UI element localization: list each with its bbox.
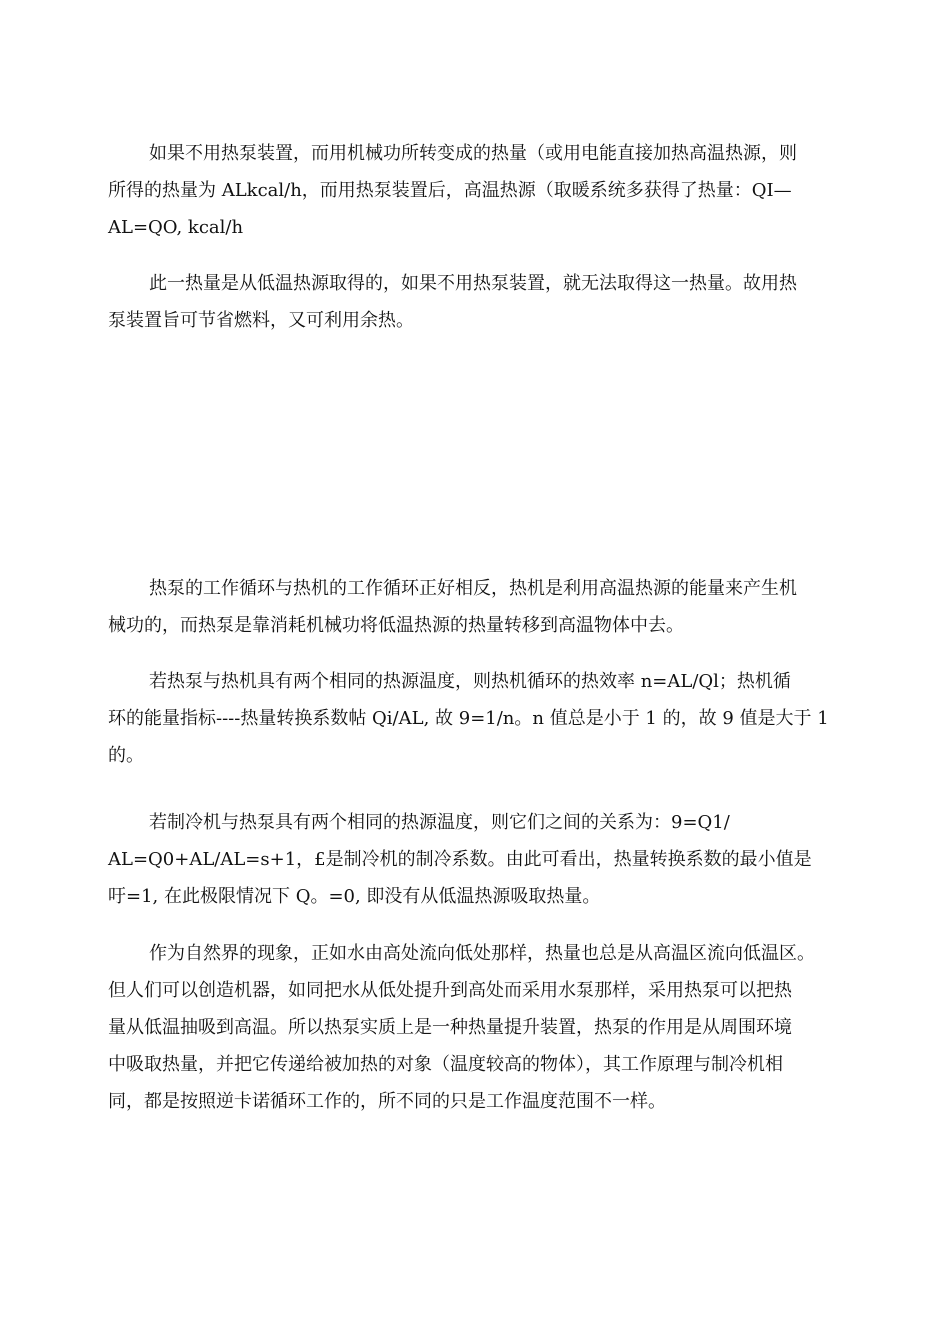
- paragraph-cycle-comparison: [108, 570, 843, 644]
- text-line: 同，都是按照逆卡诺循环工作的，所不同的只是工作温度范围不一样。: [108, 1091, 666, 1112]
- text-line: 热泵的工作循环与热机的工作循环正好相反，热机是利用高温热源的能量来产生机: [149, 578, 797, 599]
- text-line: 此一热量是从低温热源取得的，如果不用热泵装置，就无法取得这一热量。故用热: [149, 273, 797, 294]
- text-line: 若热泵与热机具有两个相同的热源温度，则热机循环的热效率 n=AL/Ql；热机循: [149, 671, 791, 692]
- paragraph-heat-pump-comparison: [108, 135, 843, 246]
- text-line: 如果不用热泵装置，而用机械功所转变成的热量（或用电能直接加热高温热源，则: [149, 143, 797, 164]
- text-line: 械功的，而热泵是靠消耗机械功将低温热源的热量转移到高温物体中去。: [108, 615, 684, 636]
- paragraph-refrigerator-relation: [108, 804, 843, 915]
- paragraph-low-temp-source: [108, 265, 843, 339]
- text-line: 的。: [108, 745, 144, 766]
- text-line: 泵装置旨可节省燃料，又可利用余热。: [108, 310, 414, 331]
- text-line: AL=QO, kcal/h: [108, 217, 244, 238]
- text-line: 所得的热量为 ALkcal/h，而用热泵装置后，高温热源（取暖系统多获得了热量：QI—: [108, 180, 792, 201]
- text-line: 但人们可以创造机器，如同把水从低处提升到高处而采用水泵那样，采用热泵可以把热: [108, 980, 792, 1001]
- text-line: 环的能量指标----热量转换系数帖 Qi/AL, 故 9=1/n。n 值总是小于 1 的，故 9 值是大于 1: [108, 708, 829, 729]
- text-line: 吁=1, 在此极限情况下 Q。=0, 即没有从低温热源吸取热量。: [108, 886, 601, 907]
- paragraph-thermal-efficiency: [108, 663, 843, 774]
- text-line: 若制冷机与热泵具有两个相同的热源温度，则它们之间的关系为：9=Q1/: [149, 812, 730, 833]
- paragraph-natural-phenomenon: [108, 935, 843, 1120]
- text-line: 作为自然界的现象，正如水由高处流向低处那样，热量也总是从高温区流向低温区。: [149, 943, 815, 964]
- text-line: 量从低温抽吸到高温。所以热泵实质上是一种热量提升装置，热泵的作用是从周围环境: [108, 1017, 792, 1038]
- text-line: AL=Q0+AL/AL=s+1，£是制冷机的制冷系数。由此可看出，热量转换系数的最小值是: [108, 849, 812, 870]
- text-line: 中吸取热量，并把它传递给被加热的对象（温度较高的物体），其工作原理与制冷机相: [108, 1054, 783, 1075]
